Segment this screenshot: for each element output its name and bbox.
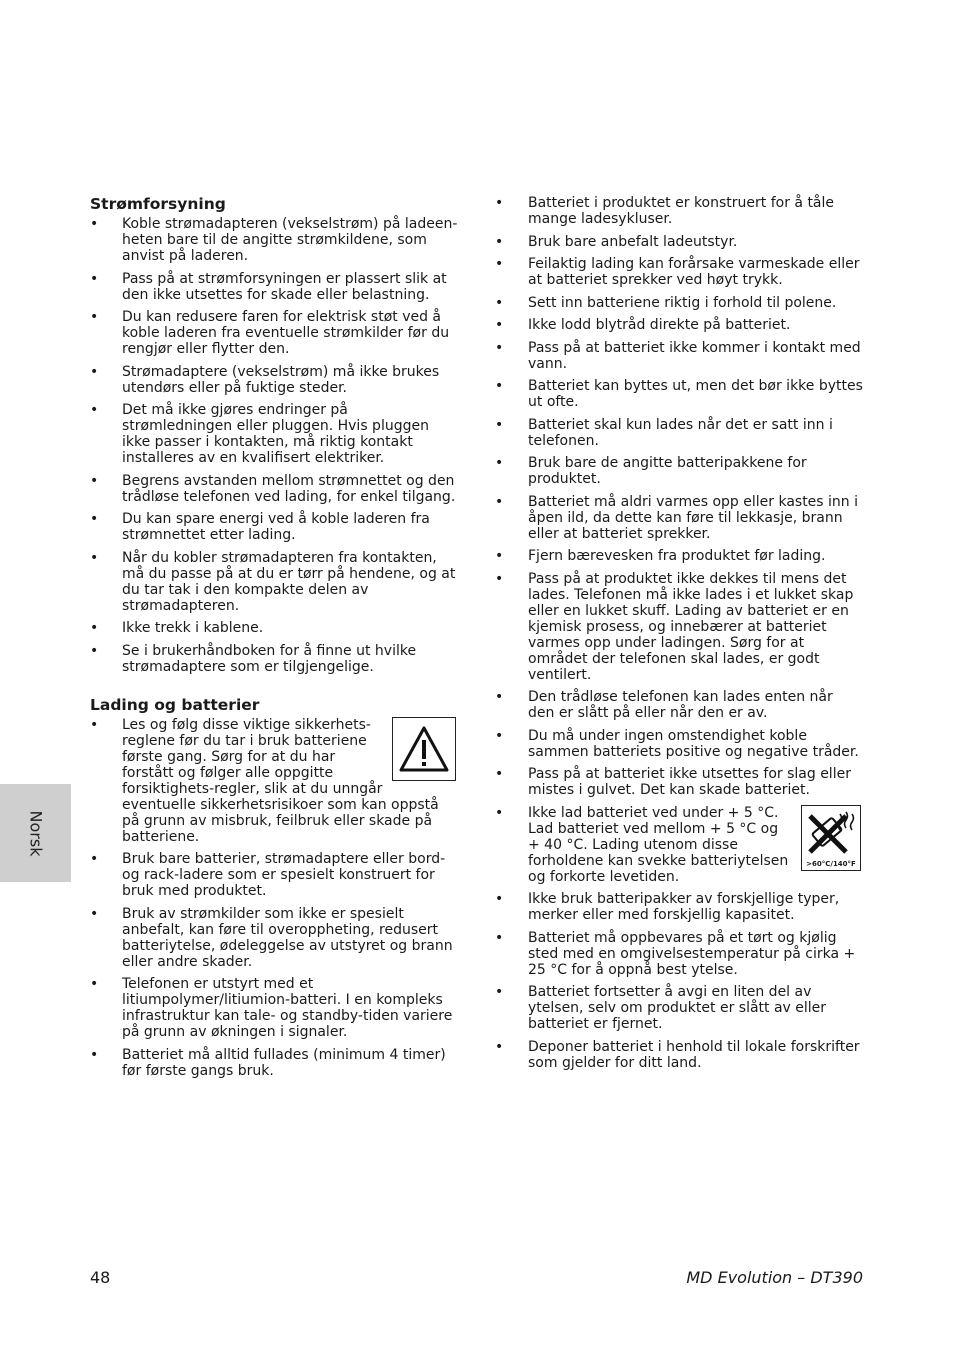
list-item: • Sett inn batteriene riktig i forhold til polene. — [495, 294, 837, 311]
list-item: • Når du kobler strømadapteren fra kontakten, må du passe på at du er tørr på hendene, og at du tar tak i den kompakte delen av strømadapteren. — [90, 549, 456, 614]
left-column — [90, 194, 458, 1085]
list-item: • Du må under ingen omstendighet koble sammen batteriets positive og negative tråder. — [495, 727, 859, 760]
list-item: • Du kan redusere faren for elektrisk støt ved å koble laderen fra eventuelle strømkilder før du rengjør eller flytter den. — [90, 309, 450, 357]
power-list — [90, 216, 458, 675]
list-item: • Feilaktig lading kan forårsake varmeskade eller at batteriet sprekker ved høyt trykk. — [495, 256, 860, 288]
footer-title: MD Evolution – DT390 — [686, 1268, 863, 1287]
page-number: 48 — [90, 1268, 111, 1287]
language-tab — [0, 784, 71, 882]
list-item: • Den trådløse telefonen kan lades enten når den er slått på eller når den er av. — [495, 689, 833, 721]
list-item: • Batteriet kan byttes ut, men det bør ikke byttes ut ofte. — [495, 378, 863, 410]
list-item: • Batteriet fortsetter å avgi en liten del av ytelsen, selv om produktet er slått av eller batteriet er fjernet. — [495, 984, 827, 1032]
right-column — [495, 195, 863, 1077]
list-item: • Deponer batteriet i henhold til lokale forskrifter som gjelder for ditt land. — [495, 1038, 860, 1071]
list-item: • Koble strømadapteren (vekselstrøm) på ladeen-heten bare til de angitte strømkildene, som anvist på laderen. — [90, 216, 458, 264]
list-item: • Du kan spare energi ved å koble laderen fra strømnettet etter lading. — [90, 511, 430, 543]
list-item: • Bruk bare anbefalt ladeutstyr. — [495, 233, 738, 250]
battery-list-continued — [495, 195, 863, 1071]
list-item: • Fjern bærevesken fra produktet før lading. — [495, 548, 826, 564]
list-item: • Ikke lodd blytråd direkte på batteriet. — [495, 317, 791, 333]
language-tab-label: Norsk — [26, 810, 45, 856]
list-item: • Strømadaptere (vekselstrøm) må ikke brukes utendørs eller på fuktige steder. — [90, 363, 440, 396]
section-heading-power: Strømforsyning — [90, 195, 226, 213]
list-item: • Pass på at batteriet ikke kommer i kontakt med vann. — [495, 339, 861, 372]
list-item: • Begrens avstanden mellom strømnettet og den trådløse telefonen ved lading, for enkel tilgang. — [90, 472, 456, 505]
list-item: • Det må ikke gjøres endringer på strømledningen eller pluggen. Hvis pluggen ikke passer i kontakten, må riktig kontakt installeres av en kvalifisert elektriker. — [90, 402, 429, 466]
list-item: • >60°C/140°F Ikke lad batteriet ved under + 5 °C. Lad batteriet ved mellom + 5 °C og + 40 °C. Lading utenom disse forholdene kan svekke batteriytelsen og forkorte levetiden. — [495, 805, 863, 885]
list-item: • Batteriet må oppbevares på et tørt og kjølig sted med en omgivelsestemperatur på cirka + 25 °C for å oppnå best ytelse. — [495, 929, 856, 978]
list-item: • Batteriet må alltid fullades (minimum 4 timer) før første gangs bruk. — [90, 1046, 446, 1079]
list-item: • Ikke trekk i kablene. — [90, 620, 264, 636]
list-item: • Se i brukerhåndboken for å finne ut hvilke strømadaptere som er tilgjengelige. — [90, 642, 417, 675]
list-item: • Batteriet må aldri varmes opp eller kastes inn i åpen ild, da dette kan føre til lekkasje, brann eller at batteriet sprekker. — [495, 493, 859, 542]
warning-triangle-icon — [392, 717, 456, 781]
list-item: • Bruk bare de angitte batteripakkene for produktet. — [495, 455, 807, 487]
list-item: • Bruk bare batterier, strømadaptere eller bord- og rack-ladere som er spesielt konstruert for bruk med produktet. — [90, 851, 446, 899]
battery-list — [90, 717, 458, 1079]
list-item: • Les og følg disse viktige sikkerhets-reglene før du tar i bruk batteriene første gang. Sørg for at du har forstått og følger alle oppgitte forsiktighets-regler, slik at du unngår eventuelle sikkerhetsrisikoer som kan oppstå på grunn av misbruk, feilbruk eller skade på batteriene. — [90, 717, 458, 845]
list-item: • Ikke bruk batteripakker av forskjellige typer, merker eller med forskjellig kapasitet. — [495, 891, 840, 923]
list-item: • Batteriet skal kun lades når det er satt inn i telefonen. — [495, 416, 833, 449]
section-heading-battery: Lading og batterier — [90, 695, 260, 714]
list-item: • Pass på at produktet ikke dekkes til mens det lades. Telefonen må ikke lades i et lukket skap eller en lukket skuff. Lading av batteriet er en kjemisk prosess, og innebærer at batteriet varmes opp under ladingen. Sørg for at området der telefonen skal lades, er godt ventilert. — [495, 570, 854, 683]
list-item: • Batteriet i produktet er konstruert for å tåle mange ladesykluser. — [495, 195, 835, 227]
list-item: • Telefonen er utstyrt med et litiumpolymer/litiumion-batteri. I en kompleks infrastruktur kan tale- og standby-tiden variere på grunn av økningen i signaler. — [90, 976, 453, 1040]
list-item: • Bruk av strømkilder som ikke er spesielt anbefalt, kan føre til overoppheting, redusert batteriytelse, ødeleggelse av utstyret og brann eller andre skader. — [90, 905, 453, 970]
no-heat-battery-icon: >60°C/140°F — [801, 805, 861, 871]
list-item: • Pass på at strømforsyningen er plassert slik at den ikke utsettes for skade eller belastning. — [90, 270, 447, 303]
list-item: • Pass på at batteriet ikke utsettes for slag eller mistes i gulvet. Det kan skade batteriet. — [495, 766, 851, 798]
